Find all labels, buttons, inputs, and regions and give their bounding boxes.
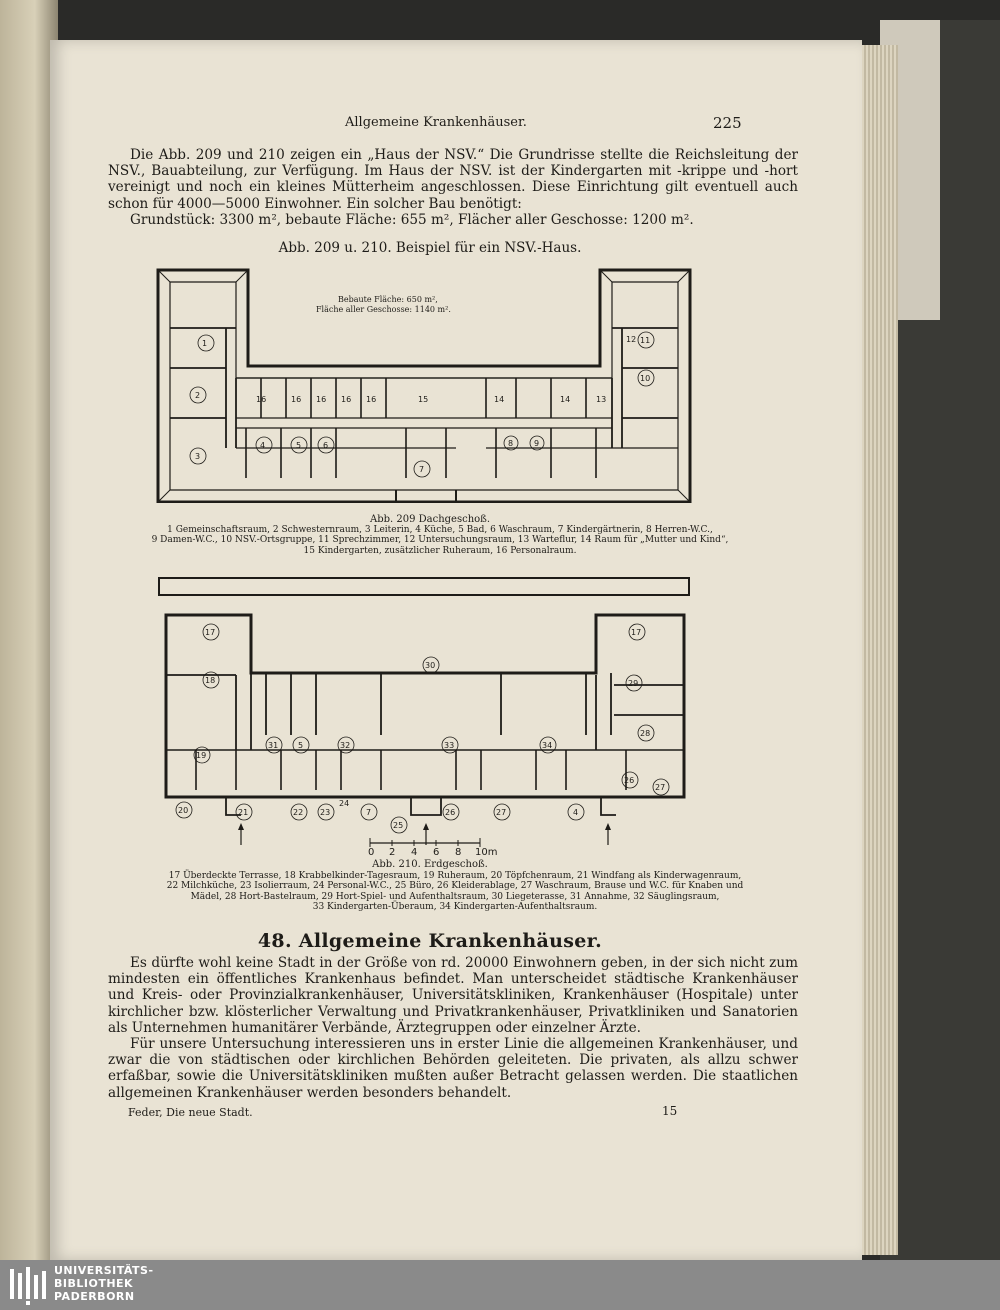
- intro-text: Die Abb. 209 und 210 zeigen ein „Haus der NSV.“ Die Grundrisse stellte die Reichsleitung der NSV., Bauabteilung, zur Verfügung. Im Haus der NSV. ist der Kindergarten mit -krippe und -hort vereinigt und noch ein kleines Mütterheim angeschlossen. Diese Einrichtung gilt eventuell auch schon für 4000—5000 Einwohner. Ein solcher Bau benötigt:: [108, 147, 798, 212]
- svg-text:30: 30: [425, 661, 436, 670]
- svg-text:15: 15: [418, 395, 429, 404]
- library-name-line: BIBLIOTHEK: [54, 1277, 134, 1290]
- svg-text:16: 16: [256, 395, 267, 404]
- library-name-line: PADERBORN: [54, 1290, 135, 1303]
- library-name: [54, 1264, 154, 1303]
- svg-text:18: 18: [205, 676, 216, 685]
- svg-text:31: 31: [268, 741, 279, 750]
- svg-text:16: 16: [341, 395, 352, 404]
- footer-source: Feder, Die neue Stadt.: [128, 1106, 253, 1119]
- plan2-caption: Abb. 210. Erdgeschoß.: [372, 859, 488, 870]
- scale-label: 6: [433, 847, 440, 858]
- svg-text:27: 27: [655, 783, 666, 792]
- library-logo-icon: [8, 1263, 48, 1307]
- area-line: Grundstück: 3300 m², bebaute Fläche: 655 m², Flächer aller Geschosse: 1200 m².: [130, 211, 694, 228]
- svg-text:29: 29: [628, 679, 639, 688]
- plan1-legend-line: 9 Damen-W.C., 10 NSV.-Ortsgruppe, 11 Sprechzimmer, 12 Untersuchungsraum, 13 Warteflur, 14 Raum für „Mutter und Kind“,: [151, 535, 729, 546]
- svg-text:8: 8: [508, 439, 514, 448]
- svg-text:32: 32: [340, 741, 351, 750]
- svg-text:6: 6: [323, 441, 329, 450]
- section-title: 48. Allgemeine Krankenhäuser.: [257, 930, 603, 952]
- svg-text:3: 3: [195, 452, 201, 461]
- svg-text:9: 9: [534, 439, 540, 448]
- svg-text:27: 27: [496, 808, 507, 817]
- plan1-legend: [90, 525, 790, 556]
- svg-text:21: 21: [238, 808, 249, 817]
- section-body: [108, 955, 798, 1101]
- svg-text:24: 24: [339, 799, 350, 808]
- library-name-line: UNIVERSITÄTS-: [54, 1264, 154, 1277]
- page-stack: [858, 45, 898, 1255]
- scale-label: 2: [389, 847, 396, 858]
- svg-text:17: 17: [205, 628, 216, 637]
- scale-label: 10m: [475, 847, 498, 858]
- book-page: [50, 40, 862, 1260]
- plan2-legend-line: 22 Milchküche, 23 Isolierraum, 24 Personal-W.C., 25 Büro, 26 Kleiderablage, 27 Waschraum, Brause und W.C. für Knaben und: [166, 881, 744, 892]
- svg-text:11: 11: [640, 336, 651, 345]
- svg-text:1: 1: [202, 339, 208, 348]
- svg-text:5: 5: [298, 741, 304, 750]
- plan2-legend-line: 33 Kindergarten-Überaum, 34 Kindergarten-Aufenthaltsraum.: [312, 902, 598, 913]
- svg-text:2: 2: [195, 391, 201, 400]
- svg-text:4: 4: [260, 441, 266, 450]
- svg-text:34: 34: [542, 741, 553, 750]
- plan1-note-line1: Bebaute Fläche: 650 m²,: [338, 295, 438, 304]
- svg-text:33: 33: [444, 741, 455, 750]
- svg-text:17: 17: [631, 628, 642, 637]
- signature-mark: 15: [662, 1104, 678, 1118]
- section-paragraph: Für unsere Untersuchung interessieren uns in erster Linie die allgemeinen Krankenhäuser, und zwar die von städtischen oder kirchlichen Behörden geleiteten. Die privaten, als allzu schwer erfaßbar, sowie die Universitätskliniken mußten außer Betracht gelassen werden. Die staatlichen allgemeinen Krankenhäuser werden besonders behandelt.: [108, 1036, 798, 1101]
- plan1-legend-line: 15 Kindergarten, zusätzlicher Ruheraum, 16 Personalraum.: [303, 545, 577, 556]
- page-number: 225: [713, 114, 742, 132]
- svg-text:20: 20: [178, 806, 189, 815]
- svg-text:25: 25: [393, 821, 404, 830]
- floor-plan-attic: [156, 268, 696, 503]
- section-paragraph: Es dürfte wohl keine Stadt in der Größe von rd. 20000 Einwohnern geben, in der sich nicht zum mindesten ein öffentliches Krankenhaus befindet. Man unterscheidet städtische Krankenhäuser und Kreis- oder Provinzialkrankenhäuser, Universitätskliniken, Krankenhäuser (Hospitale) unter kirchlicher bzw. klösterlicher Verwaltung und Privatkrankenhäuser, Privatkliniken und Sanatorien als Unternehmen humanitärer Verbände, Ärztegruppen oder einzelner Ärzte.: [108, 955, 798, 1036]
- svg-text:16: 16: [291, 395, 302, 404]
- svg-text:14: 14: [494, 395, 505, 404]
- svg-text:16: 16: [316, 395, 327, 404]
- plan2-legend: [108, 871, 802, 913]
- svg-text:23: 23: [320, 808, 331, 817]
- svg-text:7: 7: [419, 465, 425, 474]
- svg-text:14: 14: [560, 395, 571, 404]
- svg-text:10: 10: [640, 374, 651, 383]
- scale-bar: [368, 835, 498, 859]
- scale-label: 4: [411, 847, 418, 858]
- svg-text:28: 28: [640, 729, 651, 738]
- svg-text:7: 7: [366, 808, 372, 817]
- svg-text:26: 26: [445, 808, 456, 817]
- scale-label: 8: [455, 847, 462, 858]
- svg-text:16: 16: [366, 395, 377, 404]
- plan2-legend-line: 17 Überdeckte Terrasse, 18 Krabbelkinder-Tagesraum, 19 Ruheraum, 20 Töpfchenraum, 21 Windfang als Kinderwagenraum,: [168, 871, 742, 881]
- svg-text:13: 13: [596, 395, 607, 404]
- svg-text:26: 26: [624, 776, 635, 785]
- svg-text:12: 12: [626, 335, 637, 344]
- svg-text:19: 19: [196, 751, 207, 760]
- plan2-legend-line: Mädel, 28 Hort-Bastelraum, 29 Hort-Spiel- und Aufenthaltsraum, 30 Liegeterasse, 31 Annahme, 32 Säuglingsraum,: [190, 891, 720, 902]
- figure-title: Abb. 209 u. 210. Beispiel für ein NSV.-Haus.: [278, 240, 582, 256]
- svg-text:22: 22: [293, 808, 304, 817]
- plan1-caption: Abb. 209 Dachgeschoß.: [369, 514, 491, 525]
- plan1-legend-line: 1 Gemeinschaftsraum, 2 Schwesternraum, 3 Leiterin, 4 Küche, 5 Bad, 6 Waschraum, 7 Kindergärtnerin, 8 Herren-W.C.,: [167, 525, 713, 535]
- svg-text:4: 4: [573, 808, 579, 817]
- plan1-note-line2: Fläche aller Geschosse: 1140 m².: [316, 305, 451, 314]
- floor-plan-ground: [156, 575, 696, 855]
- svg-text:5: 5: [296, 441, 302, 450]
- running-head: Allgemeine Krankenhäuser.: [345, 115, 527, 130]
- scale-label: 0: [368, 847, 375, 858]
- intro-paragraph: [108, 147, 798, 228]
